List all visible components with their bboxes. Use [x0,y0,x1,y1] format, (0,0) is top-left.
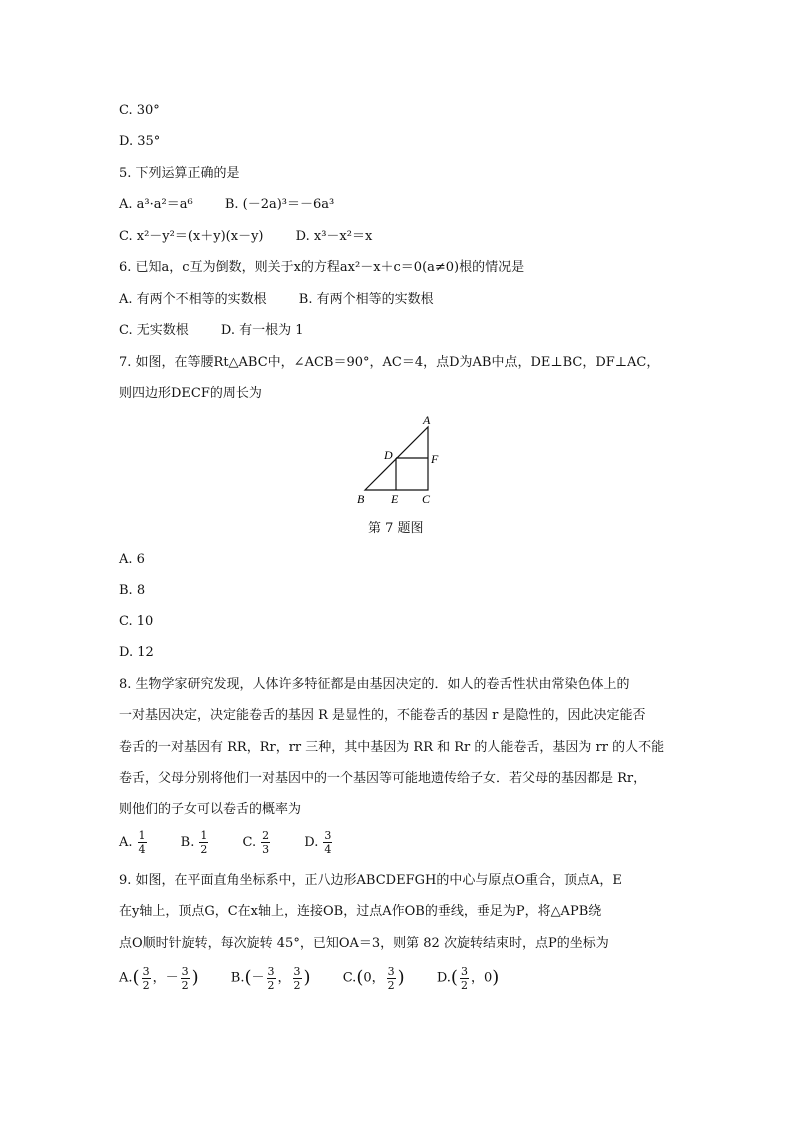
comma: ， [371,970,385,986]
denominator: 2 [460,978,468,992]
numerator: 2 [262,829,270,842]
numerator: 3 [142,964,150,978]
q8-options [119,828,362,858]
label-f: F [431,452,439,466]
option-label: D. [436,970,451,986]
q9-option-a [119,962,199,995]
paren: ( [132,967,140,988]
q9-option-c [343,962,405,995]
numerator: 3 [293,964,301,978]
label-c: C [422,492,431,506]
q8-option-a [119,828,149,858]
numerator: 3 [267,964,275,978]
denominator: 2 [293,978,301,992]
q6-option-a: A. 有两个不相等的实数根 [119,292,267,307]
option-label: A. [119,970,133,986]
denominator: 3 [262,843,270,856]
minus-sign: － [165,970,179,986]
paren: ) [397,967,405,988]
fraction [199,829,208,856]
q5-option-b: B. (－2a)³＝－6a³ [224,197,335,212]
option-label: D. [304,835,319,850]
label-a: A [423,413,431,427]
q8-line5: 则他们的子女可以卷舌的概率为 [119,802,302,817]
numerator: 3 [181,964,189,978]
q6-option-c: C. 无实数根 [119,323,189,338]
q8-option-c [243,828,273,858]
q7-triangle-figure [340,405,450,515]
q7-stem-line1: 7. 如图，在等腰Rt△ABC中，∠ACB＝90°，AC＝4，点D为AB中点，DE⊥BC，DF⊥AC， [119,355,660,370]
q5-option-a: A. a³·a²＝a⁶ [119,197,193,212]
minus-sign: － [251,970,265,986]
label-e: E [391,492,399,506]
option-label: B. [180,835,195,850]
q6-stem: 6. 已知a，c互为倒数，则关于x的方程ax²－x＋c＝0(a≠0)根的情况是 [119,260,525,275]
q6-option-b: B. 有两个相等的实数根 [298,292,434,307]
fraction [181,965,190,992]
q5-options-cd [119,228,400,246]
fraction [138,829,147,856]
option-d-prev: D. 35° [119,134,161,149]
paren: ) [492,967,500,988]
option-label: C. [342,970,357,986]
q7-stem-line2: 则四边形DECF的周长为 [119,386,262,401]
paren: ( [244,967,252,988]
numerator: 1 [200,829,208,842]
q8-line4: 卷舌，父母分别将他们一对基因中的一个基因等可能地遗传给子女．若父母的基因都是 Rr， [119,771,647,786]
fraction [387,965,396,992]
numerator: 3 [460,964,468,978]
option-c-prev: C. 30° [119,103,160,118]
denominator: 2 [200,843,208,856]
comma: ， [152,970,166,986]
fraction [460,965,469,992]
q9-line3: 点O顺时针旋转，每次旋转 45°，已知OA＝3，则第 82 次旋转结束时，点P的坐标为 [119,936,609,951]
q8-line3: 卷舌的一对基因有 RR，Rr，rr 三种，其中基因为 RR 和 Rr 的人能卷舌，基因为 rr 的人不能 [119,740,665,755]
label-d: D [384,448,393,462]
fraction [261,829,270,856]
denominator: 2 [181,978,189,992]
denominator: 2 [142,978,150,992]
q9-option-b [231,962,311,995]
option-label: B. [230,970,245,986]
q5-option-c: C. x²－y²＝(x＋y)(x－y) [119,229,264,244]
denominator: 4 [324,843,332,856]
paren: ) [303,967,311,988]
option-label: A. [119,835,133,850]
q7-figure-caption: 第 7 题图 [368,521,424,536]
q7-option-c: C. 10 [119,614,154,629]
paren: ) [191,967,199,988]
q8-option-b [181,828,211,858]
q6-options-cd [119,322,332,340]
q5-option-d: D. x³－x²＝x [295,229,373,244]
q9-line2: 在y轴上，顶点G，C在x轴上，连接OB，过点A作OB的垂线，垂足为P，将△APB绕 [119,904,602,919]
q8-option-d [304,828,334,858]
q6-option-d: D. 有一根为 1 [220,323,304,338]
q5-stem: 5. 下列运算正确的是 [119,166,240,181]
fraction [323,829,332,856]
q7-option-a: A. 6 [119,552,145,567]
zero: 0 [483,970,493,986]
comma: ， [470,970,484,986]
fraction [293,965,302,992]
q9-line1: 9. 如图，在平面直角坐标系中，正八边形ABCDEFGH的中心与原点O重合，顶点A，E [119,873,622,888]
q8-line2: 一对基因决定，决定能卷舌的基因 R 是显性的，不能卷舌的基因 r 是隐性的，因此决定能否 [119,708,646,723]
q7-option-d: D. 12 [119,645,154,660]
denominator: 4 [138,843,146,856]
q9-options [119,962,527,995]
fraction [267,965,276,992]
label-b: B [357,492,365,506]
q5-options-ab [119,196,362,214]
paren: ( [450,967,458,988]
paren: ( [356,967,364,988]
numerator: 3 [387,964,395,978]
zero: 0 [363,970,372,986]
numerator: 1 [138,829,146,842]
comma: ， [277,970,291,986]
option-label: C. [242,835,257,850]
numerator: 3 [324,829,332,842]
q9-option-d [437,962,499,995]
fraction [142,965,151,992]
q6-options-ab [119,291,462,309]
denominator: 2 [387,978,395,992]
denominator: 2 [267,978,275,992]
q8-line1: 8. 生物学家研究发现，人体许多特征都是由基因决定的．如人的卷舌性状由常染色体上的 [119,677,630,692]
q7-option-b: B. 8 [119,583,146,598]
